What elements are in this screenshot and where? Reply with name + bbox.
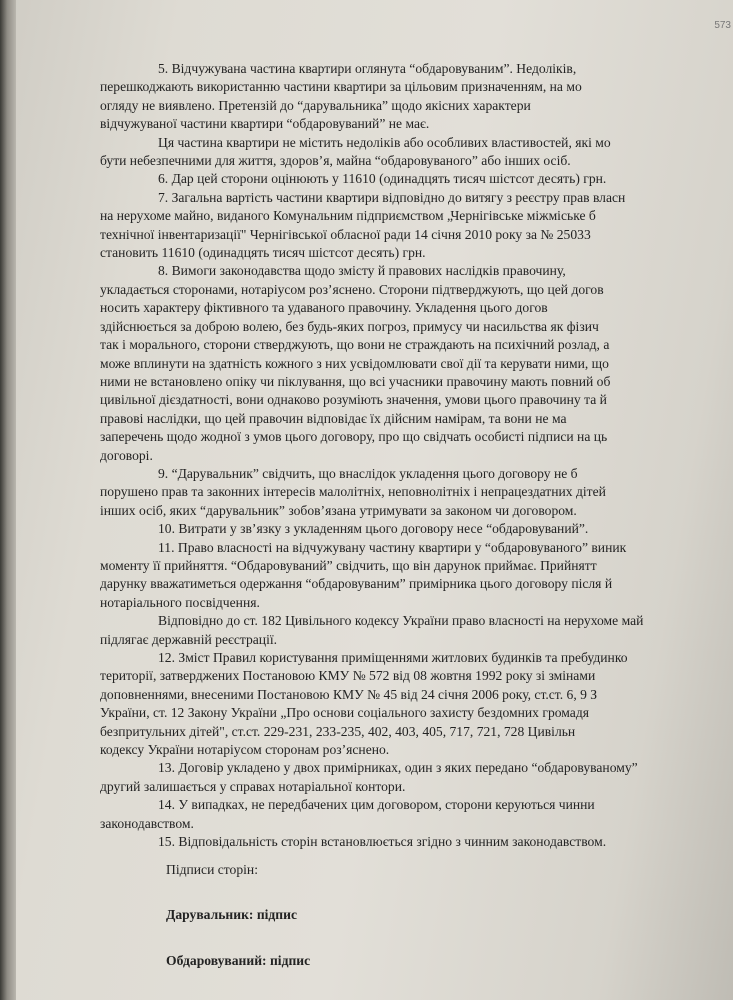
document-line: 14. У випадках, не передбачених цим договором, сторони керуються чинни: [158, 797, 595, 813]
document-line: Ця частина квартири не містить недоліків або особливих властивостей, які мо: [158, 134, 611, 150]
document-line: інших осіб, яких “дарувальник” зобов’язана утримувати за законом чи договором.: [100, 502, 577, 518]
document-line: укладається сторонами, нотаріусом роз’яснено. Сторони підтверджують, що цей догов: [100, 281, 604, 297]
document-line: доповненнями, внесеними Постановою КМУ № 45 від 24 січня 2006 року, ст.ст. 6, 9 З: [100, 686, 598, 702]
document-line: може вплинути на здатність кожного з них усвідомлювати свої дії та керувати ними, що: [100, 355, 609, 371]
document-line: порушено прав та законних інтересів малолітніх, неповнолітніх і непрацездатних дітей: [100, 484, 606, 500]
recipient-signature-line: Обдаровуваний: підпис: [166, 953, 311, 969]
document-line: 5. Відчужувана частина квартири оглянута “обдаровуваним”. Недоліків,: [158, 61, 577, 76]
document-line: дарунку вважатиметься одержання “обдаровуваним” примірника цього договору після й: [100, 576, 613, 592]
document-line: підлягає державній реєстрації.: [100, 631, 278, 647]
page-corner-number: 573: [714, 20, 731, 31]
document-line: 15. Відповідальність сторін встановлюється згідно з чинним законодавством.: [158, 834, 607, 850]
document-line: технічної інвентаризації" Чернігівської обласної ради 14 січня 2010 року за № 25033: [100, 226, 591, 242]
document-line: носить характеру фіктивного та удаваного правочину. Укладення цього догов: [100, 300, 548, 316]
document-line: 7. Загальна вартість частини квартири відповідно до витягу з реєстру прав власн: [158, 189, 626, 205]
document-line: 9. “Дарувальник” свідчить, що внаслідок укладення цього договору не б: [158, 465, 578, 481]
document-body: [100, 60, 730, 971]
document-line: перешкоджають використанню частини квартири за цільовим призначенням, на мо: [100, 79, 582, 95]
document-line: огляду не виявлено. Претензій до “дарувальника” щодо якісних характери: [100, 97, 531, 113]
document-line: заперечень щодо жодної з умов цього договору, про що свідчать особисті підписи на ць: [100, 429, 608, 445]
document-line: нотаріального посвідчення.: [100, 594, 260, 610]
document-line: договорі.: [100, 447, 153, 463]
document-line: законодавством.: [100, 815, 194, 831]
document-line: становить 11610 (одинадцять тисяч шістсот десять) грн.: [100, 245, 426, 261]
document-line: кодексу України нотаріусом сторонам роз’яснено.: [100, 742, 390, 758]
document-line: бути небезпечними для життя, здоров’я, майна “обдаровуваного” або інших осіб.: [100, 153, 571, 169]
signatures-heading: Підписи сторін:: [166, 862, 258, 878]
document-line: 6. Дар цей сторони оцінюють у 11610 (одинадцять тисяч шістсот десять) грн.: [158, 171, 607, 187]
document-line: на нерухоме майно, виданого Комунальним підприємством „Чернігівське міжміське б: [100, 208, 596, 224]
document-line: 8. Вимоги законодавства щодо змісту й правових наслідків правочину,: [158, 263, 566, 279]
document-line: відчужуваної частини квартири “обдаровуваний” не має.: [100, 116, 430, 132]
document-line: здійснюється за доброю волею, без будь-яких погроз, примусу чи насильства як фізич: [100, 318, 599, 334]
document-line: цивільної дієздатності, вони однаково розуміють значення, умови цього правочину та й: [100, 392, 607, 408]
document-lines: [100, 60, 730, 851]
document-line: 13. Договір укладено у двох примірниках, один з яких передано “обдаровуваному”: [158, 760, 638, 776]
document-line: правові наслідки, що цей правочин відповідає їх дійсним намірам, та вони не ма: [100, 410, 567, 426]
document-line: моменту її прийняття. “Обдаровуваний” свідчить, що він дарунок приймає. Прийнятт: [100, 557, 597, 573]
document-line: території, затверджених Постановою КМУ № 572 від 08 жовтня 1992 року зі змінами: [100, 668, 596, 684]
document-line: України, ст. 12 Закону України „Про основи соціального захисту бездомних громадя: [100, 705, 589, 721]
document-line: так і морального, сторони стверджують, що вони не страждають на психічний розлад, а: [100, 337, 610, 353]
document-line: 10. Витрати у зв’язку з укладенням цього договору несе “обдаровуваний”.: [158, 521, 589, 537]
binding-edge: [0, 0, 16, 1000]
donor-signature-line: Дарувальник: підпис: [166, 906, 298, 922]
document-line: другий залишається у справах нотаріальної контори.: [100, 778, 406, 794]
document-line: безпритульних дітей", ст.ст. 229-231, 233-235, 402, 403, 405, 717, 721, 728 Цивільн: [100, 723, 576, 739]
document-line: Відповідно до ст. 182 Цивільного кодексу України право власності на нерухоме май: [158, 613, 644, 629]
document-line: 11. Право власності на відчужувану частину квартири у “обдаровуваного” виник: [158, 539, 627, 555]
document-line: 12. Зміст Правил користування приміщеннями житлових будинків та пребудинко: [158, 650, 628, 665]
document-line: ними не встановлено опіку чи піклування, що всі учасники правочину мають повний об: [100, 373, 611, 389]
